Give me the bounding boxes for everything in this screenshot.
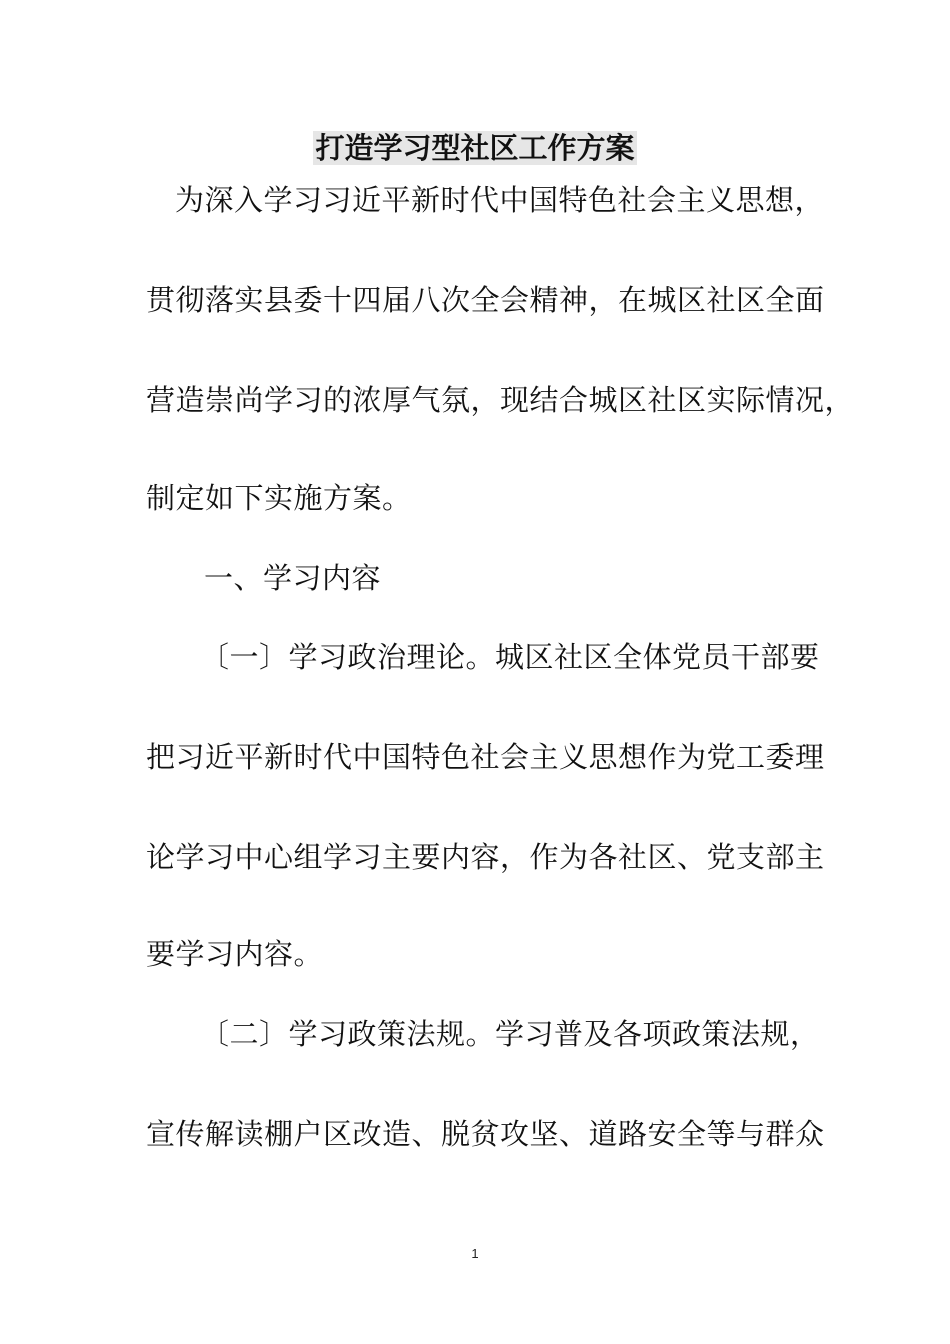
paragraph-line: 〔二〕学习政策法规。学习普及各项政策法规， — [200, 1017, 820, 1051]
paragraph-line: 制定如下实施方案。 — [146, 481, 412, 515]
paragraph-line: 〔一〕学习政治理论。城区社区全体党员干部要 — [200, 640, 820, 674]
page-number: 1 — [471, 1246, 479, 1261]
paragraph-line: 营造崇尚学习的浓厚气氛，现结合城区社区实际情况， — [146, 383, 855, 417]
paragraph-line: 要学习内容。 — [146, 937, 324, 971]
document-title — [0, 128, 950, 168]
paragraph-line: 为深入学习习近平新时代中国特色社会主义思想， — [175, 183, 825, 217]
paragraph-line: 宣传解读棚户区改造、脱贫攻坚、道路安全等与群众 — [146, 1117, 825, 1151]
paragraph-line: 把习近平新时代中国特色社会主义思想作为党工委理 — [146, 740, 825, 774]
document-title-text: 打造学习型社区工作方案 — [315, 131, 635, 165]
paragraph-line: 论学习中心组学习主要内容，作为各社区、党支部主 — [146, 840, 825, 874]
paragraph-line: 贯彻落实县委十四届八次全会精神，在城区社区全面 — [146, 283, 825, 317]
section-heading: 一、学习内容 — [204, 561, 382, 595]
